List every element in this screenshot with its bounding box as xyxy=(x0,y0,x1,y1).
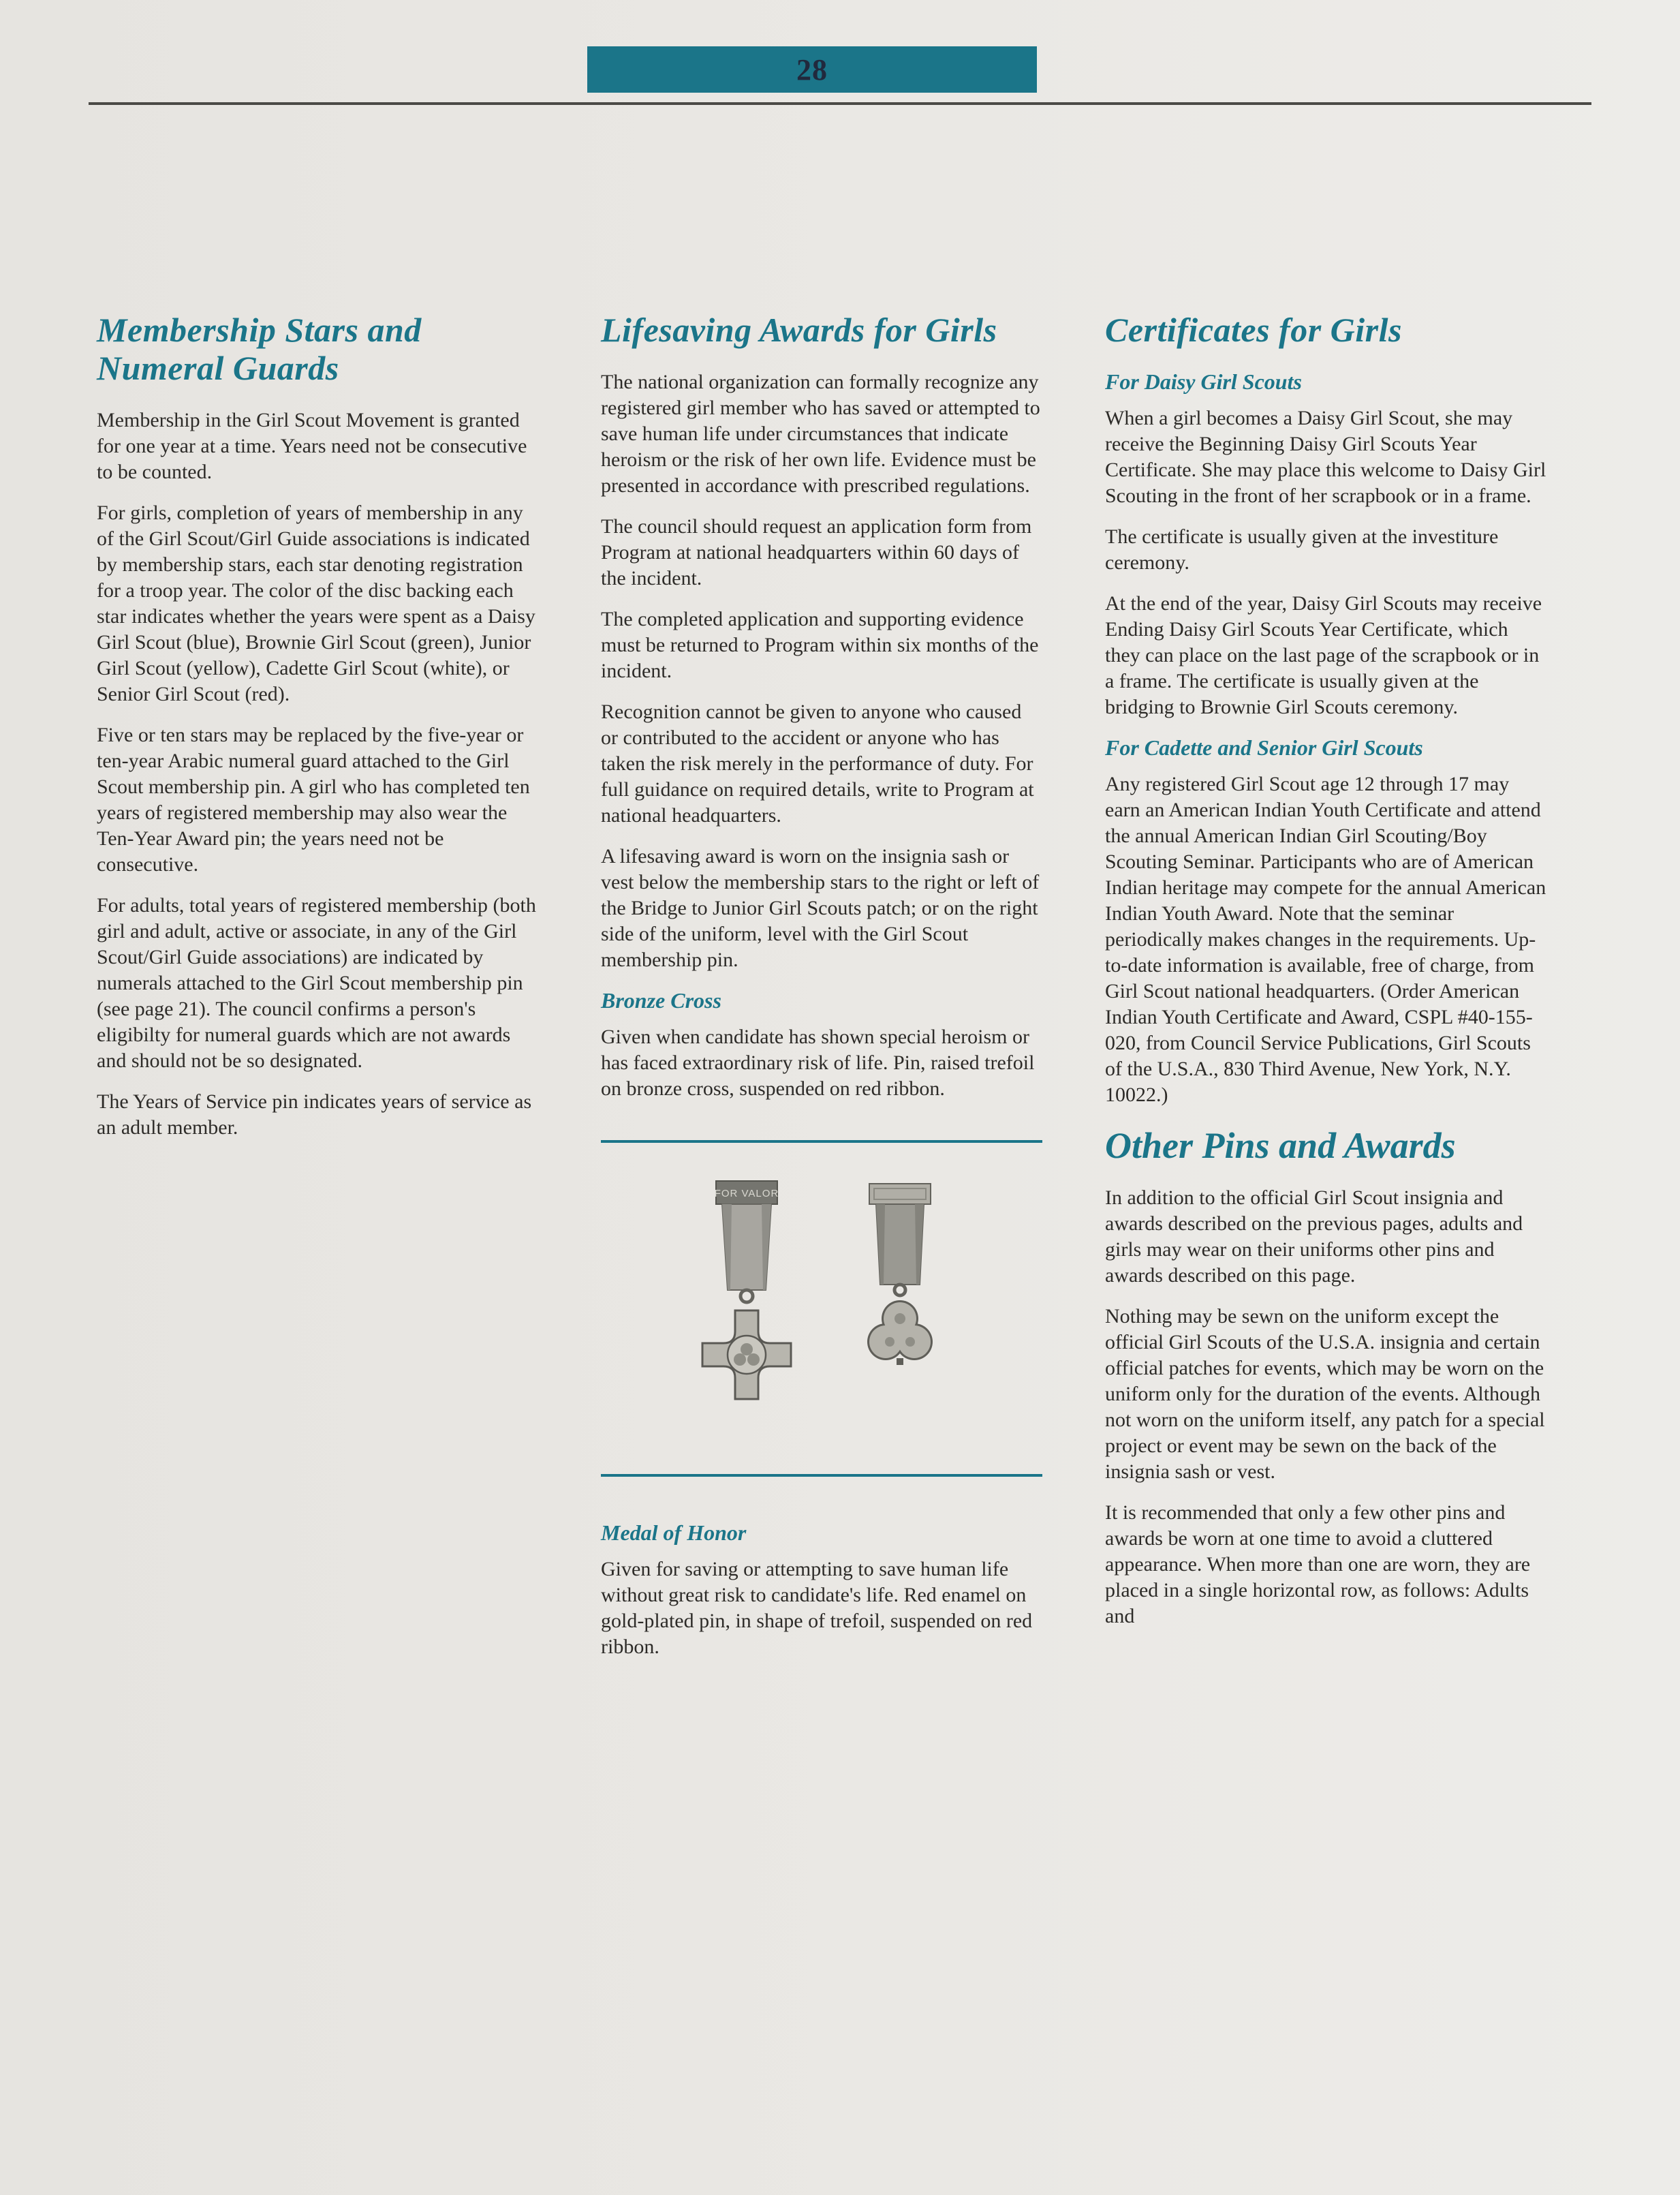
paragraph: The Years of Service pin indicates years of service as an adult member. xyxy=(97,1090,532,1139)
heading-medal-of-honor: Medal of Honor xyxy=(601,1520,747,1545)
paragraph: Given when candidate has shown special heroism or has faced extraordinary risk of life. Pin, raised trefoil on bronze cross, suspended on red ribbon. xyxy=(601,1025,1035,1100)
page-number-bar xyxy=(587,46,1037,93)
heading-bronze-cross: Bronze Cross xyxy=(601,988,721,1013)
heading-daisy: For Daisy Girl Scouts xyxy=(1105,369,1302,394)
paragraph: Recognition cannot be given to anyone who caused or contributed to the accident or anyone who has taken the risk merely in the performance of duty. For full guidance on required details, write to Program at national headquarters. xyxy=(601,701,1034,827)
column-membership-stars xyxy=(97,311,538,1675)
column-certificates xyxy=(1105,311,1546,1675)
medal-bar-label: FOR VALOR xyxy=(714,1187,779,1199)
paragraph: For adults, total years of registered membership (both girl and adult, active or associate, in any of the Girl Scout/Girl Guide associations) are indicated by numerals attached to the Girl Scout membership pin (see page 21). The council confirms a person's eligibilty for numeral guards which are not awards and should not be so designated. xyxy=(97,894,536,1072)
paragraph: Nothing may be sewn on the uniform except the official Girl Scouts of the U.S.A. insignia and certain official patches for events, which may be worn on the uniform only for the duration of the events. Although not worn on the uniform itself, any patch for a special project or event may be sewn on the back of the insignia sash or vest. xyxy=(1105,1304,1545,1483)
paragraph: When a girl becomes a Daisy Girl Scout, she may receive the Beginning Daisy Girl Scouts Year Certificate. She may place this welcome to Daisy Girl Scouting in the front of her scrapbook or in a frame. xyxy=(1105,406,1546,507)
heading-membership-stars: Membership Stars and Numeral Guards xyxy=(97,311,422,387)
bronze-cross-medal-image xyxy=(692,1174,801,1447)
page-header xyxy=(0,0,1680,109)
paragraph: Any registered Girl Scout age 12 through 17 may earn an American Indian Youth Certificate and attend the annual American Indian Girl Scouting/Boy Scouting Seminar. Participants who are of American Indian heritage may compete for the annual American Indian Youth Award. Note that the seminar periodically makes changes in the requirements. Up-to-date information is available, free of charge, from Girl Scout national headquarters. (Order American Indian Youth Certificate and Award, CSPL #40-155-020, from Council Service Publications, Girl Scouts of the U.S.A., 830 Third Avenue, New York, N.Y. 10022.) xyxy=(1105,772,1546,1106)
heading-other-pins: Other Pins and Awards xyxy=(1105,1124,1456,1166)
paragraph: The council should request an application form from Program at national headquarters within 60 days of the incident. xyxy=(601,515,1032,589)
paragraph: In addition to the official Girl Scout insignia and awards described on the previous pages, adults and girls may wear on their uniforms other pins and awards described on this page. xyxy=(1105,1186,1523,1287)
paragraph: A lifesaving award is worn on the insignia sash or vest below the membership stars to the right or left of the Bridge to Junior Girl Scouts patch; or on the right side of the uniform, level with the Girl Scout membership pin. xyxy=(601,845,1040,971)
paragraph: Membership in the Girl Scout Movement is granted for one year at a time. Years need not be consecutive to be counted. xyxy=(97,409,527,483)
heading-lifesaving-awards: Lifesaving Awards for Girls xyxy=(601,311,997,349)
paragraph: Five or ten stars may be replaced by the five-year or ten-year Arabic numeral guard attached to the Girl Scout membership pin. A girl who has completed ten years of registered membership may also wear the Ten-Year Award pin; the years need not be consecutive. xyxy=(97,724,530,876)
paragraph: The completed application and supporting evidence must be returned to Program within six months of the incident. xyxy=(601,608,1039,682)
paragraph: The certificate is usually given at the investiture ceremony. xyxy=(1105,525,1499,574)
column-lifesaving-awards xyxy=(601,311,1042,1675)
paragraph: At the end of the year, Daisy Girl Scouts may receive Ending Daisy Girl Scouts Year Certificate, which they can place on the last page of the scrapbook or in a frame. The certificate is usually given at the bridging to Brownie Girl Scouts ceremony. xyxy=(1105,592,1542,718)
header-rule xyxy=(89,102,1591,105)
paragraph: The national organization can formally recognize any registered girl member who has saved or attempted to save human life under circumstances that indicate heroism or the risk of her own life. Evidence must be presented in accordance with prescribed regulations. xyxy=(601,371,1040,497)
paragraph: It is recommended that only a few other pins and awards be worn at one time to avoid a cluttered appearance. When more than one are worn, they are placed in a single horizontal row, as follows: Adults and xyxy=(1105,1501,1531,1627)
paragraph: Given for saving or attempting to save human life without great risk to candidate's life. Red enamel on gold-plated pin, in shape of trefoil, suspended on red ribbon. xyxy=(601,1557,1033,1658)
medal-of-honor-image xyxy=(849,1174,951,1419)
heading-certificates: Certificates for Girls xyxy=(1105,311,1402,349)
medals-figure xyxy=(601,1140,1042,1477)
paragraph: For girls, completion of years of membership in any of the Girl Scout/Girl Guide associations is indicated by membership stars, each star denoting registration for a troop year. The color of the disc backing each star indicates whether the years were spent as a Daisy Girl Scout (blue), Brownie Girl Scout (green), Junior Girl Scout (yellow), Cadette Girl Scout (white), or Senior Girl Scout (red). xyxy=(97,502,535,705)
heading-cadette-senior: For Cadette and Senior Girl Scouts xyxy=(1105,735,1423,760)
page-content xyxy=(0,109,1680,1770)
page-number: 28 xyxy=(796,52,828,87)
